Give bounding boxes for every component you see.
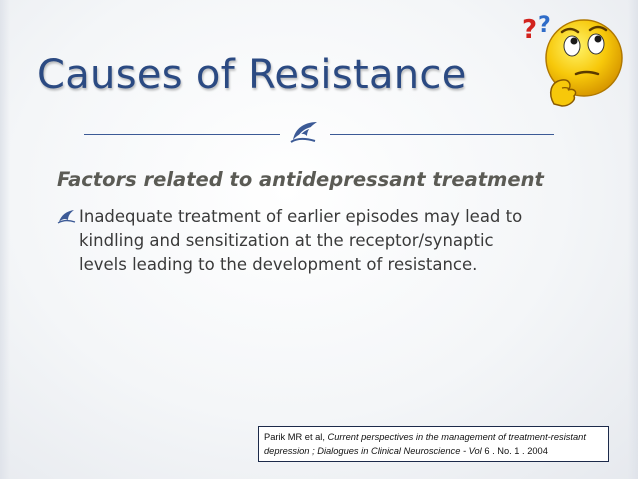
citation-line-2 (264, 444, 603, 458)
title-rule-left (84, 134, 280, 135)
citation-authors: Parik MR et al, (264, 432, 328, 442)
title-rule-right (330, 134, 554, 135)
right-edge-shade (628, 0, 638, 479)
question-mark-blue: ? (538, 13, 551, 38)
question-mark-red: ? (522, 15, 538, 45)
citation-volume: 6 . No. 1 . 2004 (484, 446, 548, 456)
citation-box (258, 426, 609, 462)
slide-title: Causes of Resistance (37, 52, 467, 98)
bullet-text: Inadequate treatment of earlier episodes may lead to kindling and sensitization at the receptor/synaptic levels leading to the development of resistance. (79, 207, 523, 274)
citation-title: Current perspectives in the management of treatment-resistant (327, 432, 586, 442)
citation-journal: depression ; Dialogues in Clinical Neuroscience - Vol (264, 446, 485, 456)
left-edge-shade (0, 0, 10, 479)
ornament-icon (285, 118, 325, 144)
citation-line-1 (264, 430, 603, 444)
confused-face-icon (518, 8, 628, 108)
section-heading: Factors related to antidepressant treatment (57, 168, 544, 191)
bullet-arrow-icon (57, 208, 77, 224)
